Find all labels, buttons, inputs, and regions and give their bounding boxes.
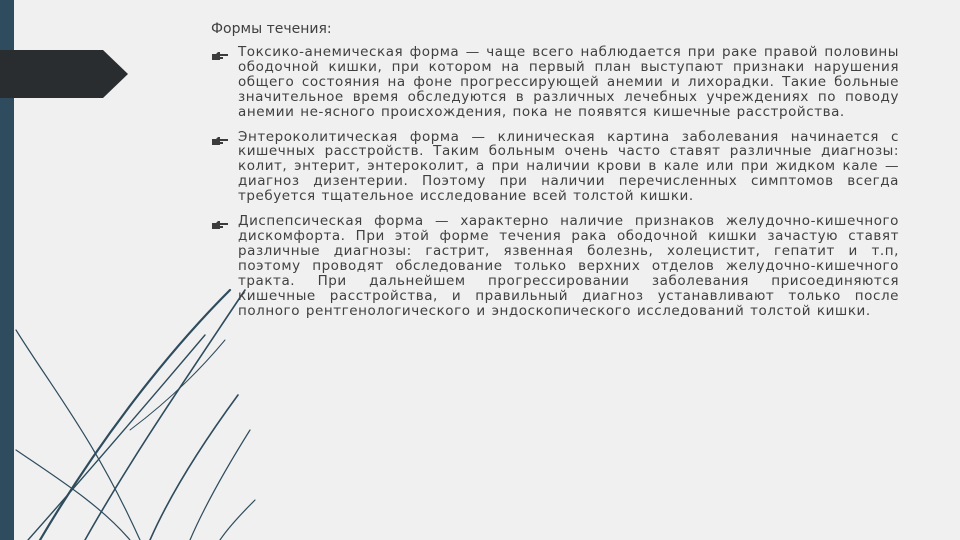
bullet-item bbox=[211, 130, 899, 205]
bullet-text: Диспепсическая форма — характерно наличие признаков желудочно-кишечного дискомфорта. При этой форме течения рака ободочной кишки зачастую ставят различные диагнозы: гастрит, язвенная болезнь, холецистит, гепатит и т.п, поэтому проводят обследование только верхних отделов желудочно-кишечного тракта. При дальнейшем прогрессировании заболевания присоединяются кишечные расстройства, и правильный диагноз устанавливают только после полного рентгенологического и эндоскопического исследований толстой кишки. bbox=[238, 213, 899, 319]
pointing-hand-icon bbox=[211, 130, 238, 151]
bullet-text: Энтероколитическая форма — клиническая картина заболевания начинается с кишечных расстройств. Таким больным очень часто ставят различные диагнозы: колит, энтерит, энтероколит, а при наличии крови в кале или при жидком кале — диагноз дизентерии. Поэтому при наличии перечисленных симптомов всегда требуется тщательное исследование всей толстой кишки. bbox=[238, 128, 899, 205]
slide-heading: Формы течения: bbox=[211, 21, 332, 37]
title-tab-shape bbox=[0, 50, 128, 98]
bullet-text: Токсико-анемическая форма — чаще всего наблюдается при раке правой половины ободочной кишки, при котором на первый план выступают признаки нарушения общего состояния на фоне прогрессирующей анемии и лихорадки. Такие больные значительное время обследуются в различных лечебных учреждениях по поводу анемии не-ясного происхождения, пока не появятся кишечные расстройства. bbox=[238, 44, 899, 120]
pointing-hand-icon bbox=[211, 214, 238, 235]
bullet-item bbox=[211, 214, 899, 318]
pointing-hand-icon bbox=[211, 45, 238, 66]
bullet-item bbox=[211, 45, 899, 120]
slide-content bbox=[211, 20, 899, 328]
bullet-list bbox=[211, 45, 899, 318]
